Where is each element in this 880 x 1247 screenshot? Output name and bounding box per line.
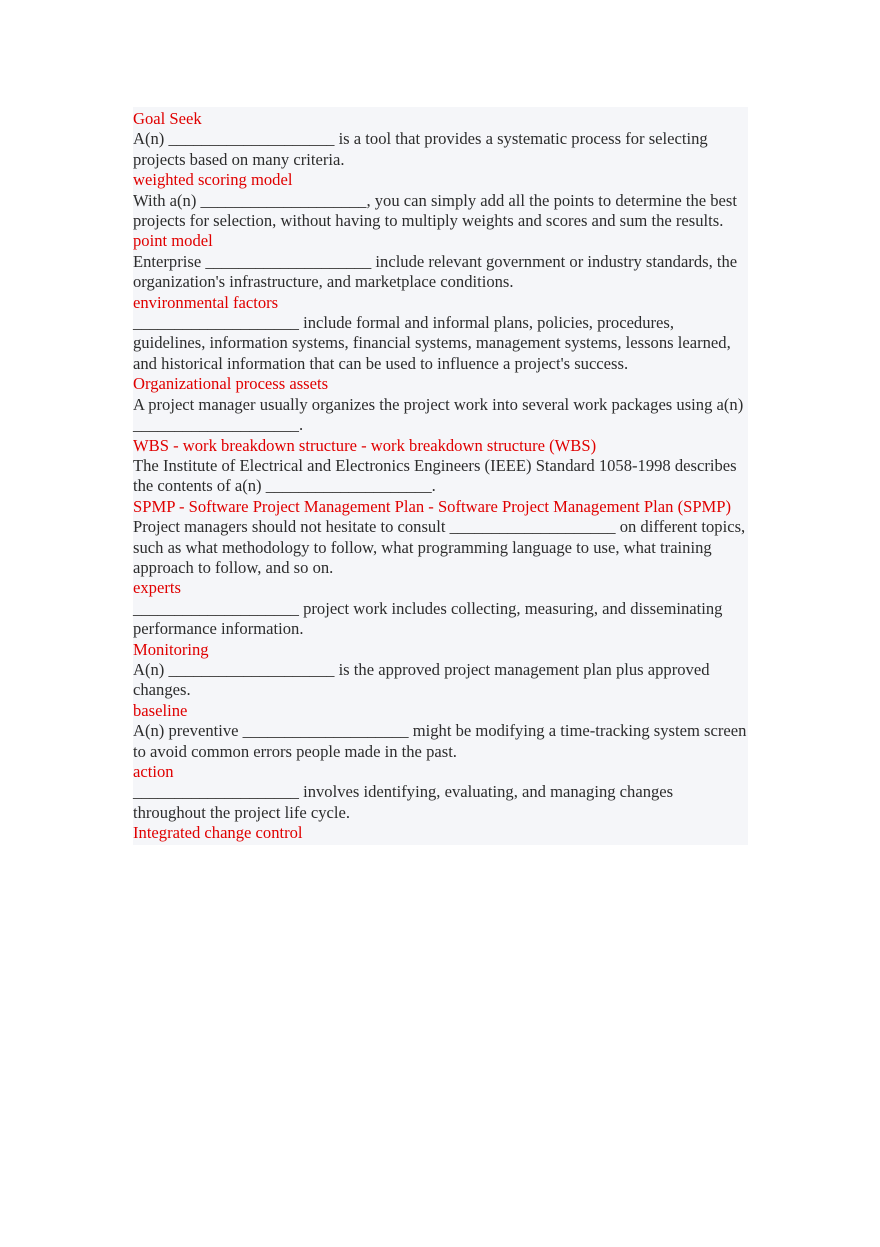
answer-text: baseline: [133, 700, 188, 720]
question-text: A(n) ____________________ is a tool that provides a systematic process for selecting projects based on many criteria.: [133, 129, 708, 169]
flashcard-list: [133, 107, 748, 845]
question-text: The Institute of Electrical and Electronics Engineers (IEEE) Standard 1058-1998 describes the contents of a(n) ____________________.: [133, 455, 737, 496]
question-text: A project manager usually organizes the project work into several work packages using a(n) ____________________.: [133, 394, 744, 435]
answer-text: Integrated change control: [133, 823, 303, 843]
question-text: ____________________ project work includes collecting, measuring, and disseminating performance information.: [133, 598, 723, 639]
question-text: A(n) preventive ____________________ might be modifying a time-tracking system screen to avoid common errors people made in the past.: [133, 721, 747, 761]
answer-text: action: [133, 762, 174, 781]
answer-text: Monitoring: [133, 639, 209, 659]
answer-text: Organizational process assets: [133, 374, 329, 394]
question-text: With a(n) ____________________, you can simply add all the points to determine the best projects for selection, without having to multiply weights and scores and sum the results.: [133, 190, 737, 231]
question-text: Enterprise ____________________ include relevant government or industry standards, the organization's infrastructure, and marketplace conditions.: [133, 251, 738, 292]
answer-text: experts: [133, 578, 181, 598]
question-text: Project managers should not hesitate to consult ____________________ on different topics, such as what methodology to follow, what programming language to use, what training approach to follow, and so on.: [133, 517, 746, 577]
answer-text: point model: [133, 231, 213, 251]
question-text: ____________________ include formal and informal plans, policies, procedures, guidelines, information systems, financial systems, management systems, lessons learned, and historical information that can be used to influence a project's success.: [133, 313, 731, 373]
answer-text: Goal Seek: [133, 109, 202, 128]
answer-text: environmental factors: [133, 292, 279, 312]
answer-text: SPMP - Software Project Management Plan - Software Project Management Plan (SPMP): [133, 496, 732, 516]
question-text: A(n) ____________________ is the approved project management plan plus approved changes.: [133, 659, 710, 700]
answer-text: weighted scoring model: [133, 170, 293, 190]
answer-text: WBS - work breakdown structure - work breakdown structure (WBS): [133, 435, 597, 455]
question-text: ____________________ involves identifying, evaluating, and managing changes throughout the project life cycle.: [133, 782, 674, 822]
